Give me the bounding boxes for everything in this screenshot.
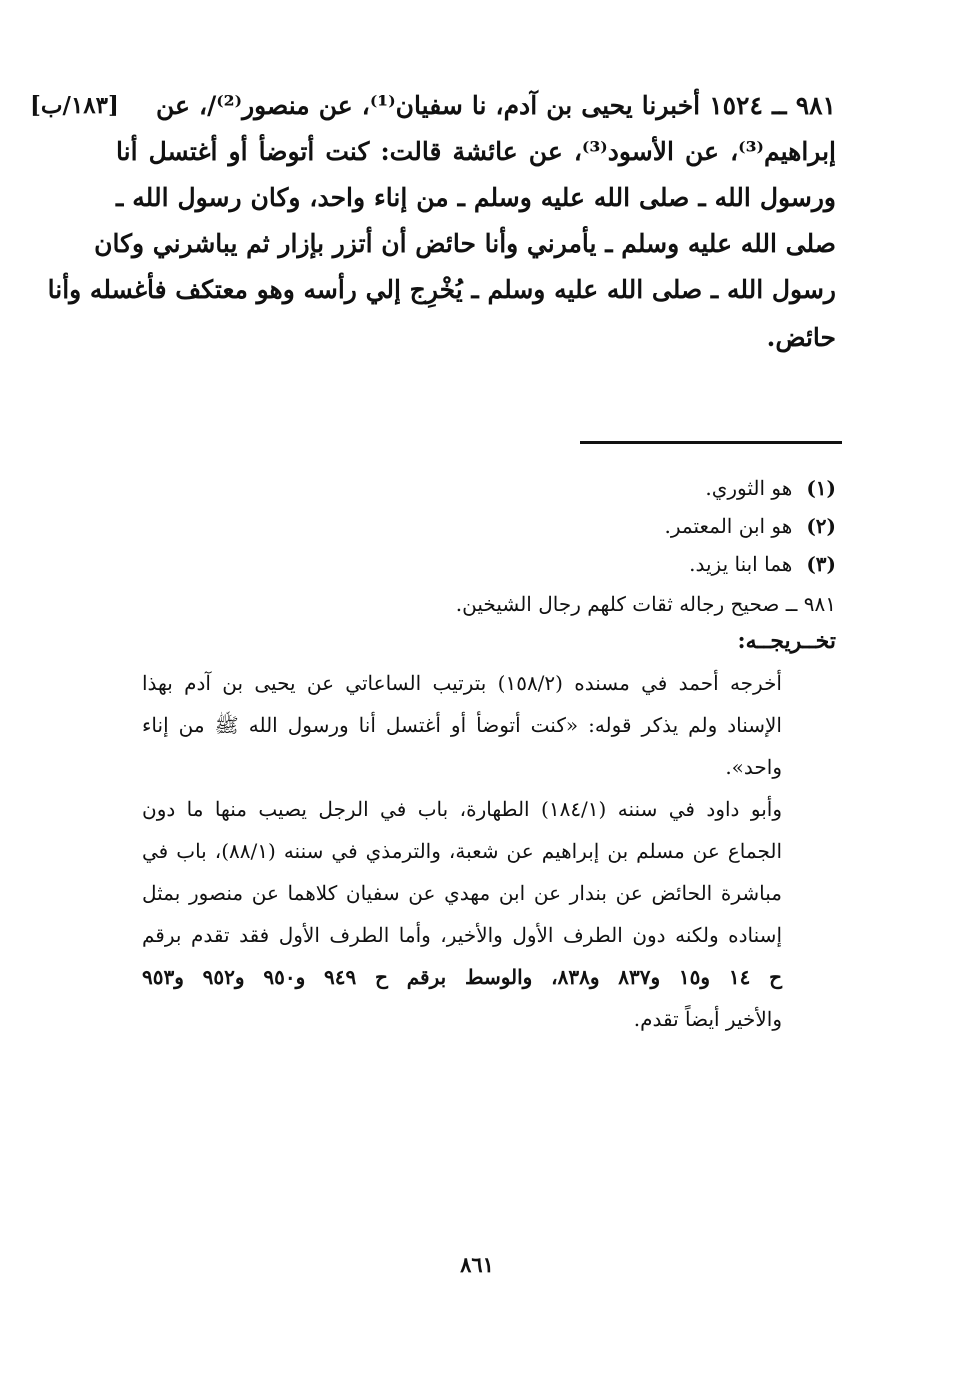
folio-marker: [١٨٣/ب] <box>30 92 119 119</box>
main-text-line-5: رسول الله ـ صلى الله عليه وسلم ـ يُخْرِج إلي رأسه وهو معتكف فأغسله وأنا <box>47 275 836 304</box>
takhrij-line-8: ح ١٤ و١٥ و٨٣٧ و٨٣٨، والوسط برقم ح ٩٤٩ و٩٥٠ و٩٥٢ و٩٥٣ <box>142 965 783 989</box>
page-number: ٨٦١ <box>460 1252 494 1277</box>
takhrij-line-2: الإسناد ولم يذكر قوله: «كنت أتوضأ أو أغتسل أنا ورسول الله ﷺ من إناء <box>142 713 782 737</box>
main-text-line-2: إبراهيم⁽³⁾، عن الأسود⁽³⁾، عن عائشة قالت: كنت أتوضأ أو أغتسل أنا <box>116 137 837 166</box>
footnote-separator <box>580 441 842 444</box>
takhrij-line-9: والأخير أيضاً تقدم. <box>633 1007 782 1031</box>
takhrij-line-7: إسناده ولكنه دون الطرف الأول والأخير، وأما الطرف الأول فقد تقدم برقم <box>142 923 782 947</box>
main-text-line-1: ٩٨١ ــ ١٥٢٤ أخبرنا يحيى بن آدم، نا سفيان⁽¹⁾، عن منصور⁽²⁾/، عن <box>156 91 836 120</box>
footnote-3 <box>689 546 836 582</box>
footnote-number: (١) <box>806 476 836 500</box>
footnote-1 <box>705 470 836 506</box>
footnote-text: هو ابن المعتمر. <box>664 514 793 538</box>
footnote-2 <box>665 508 836 544</box>
footnote-number: (٣) <box>806 552 836 576</box>
footnote-text: هما ابنا يزيد. <box>689 552 793 576</box>
main-text-line-3: ورسول الله ـ صلى الله عليه وسلم ـ من إناء واحد، وكان رسول الله ـ <box>116 183 836 212</box>
takhrij-line-3: واحد». <box>725 755 782 779</box>
takhrij-line-1: أخرجه أحمد في مسنده (١٥٨/٢) بترتيب الساعاتي عن يحيى بن آدم بهذا <box>142 671 782 695</box>
hadith-grading: ٩٨١ ــ صحيح رجاله ثقات كلهم رجال الشيخين. <box>455 592 836 616</box>
footnote-number: (٢) <box>806 514 836 538</box>
takhrij-line-6: مباشرة الحائض عن بندار عن ابن مهدي عن سفيان كلاهما عن منصور بمثل <box>142 881 782 905</box>
takhrij-line-5: الجماع عن مسلم بن إبراهيم عن شعبة، والترمذي في سننه (٨٨/١)، باب في <box>142 839 783 863</box>
main-text-line-4: صلى الله عليه وسلم ـ يأمرني وأنا حائض أن أتزر بإزار ثم يباشرني وكان <box>94 229 836 258</box>
main-text-line-6: حائض. <box>766 323 836 352</box>
takhrij-line-4: وأبو داود في سننه (١٨٤/١) الطهارة، باب في الرجل يصيب منها ما دون <box>142 797 782 821</box>
takhrij-heading: تخــريجــه: <box>737 628 836 654</box>
footnote-text: هو الثوري. <box>705 476 793 500</box>
